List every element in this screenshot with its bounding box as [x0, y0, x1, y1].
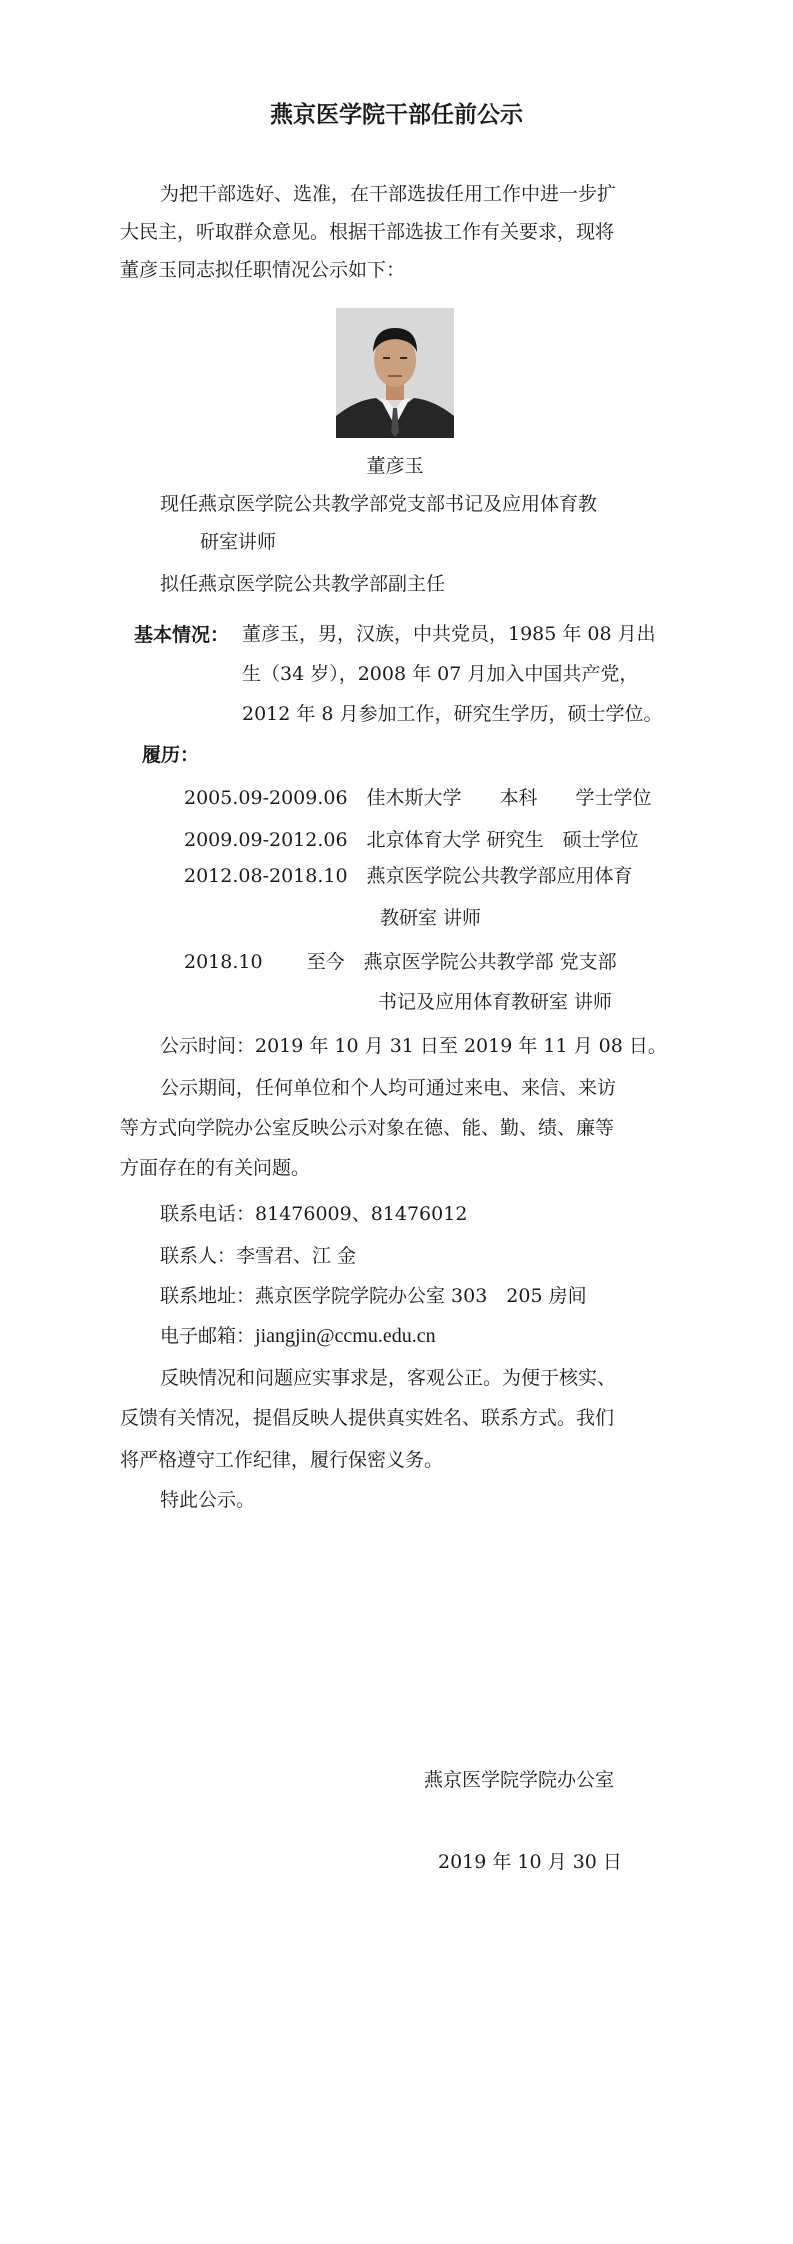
- note-line-2: 反馈有关情况，提倡反映人提供真实姓名、联系方式。我们: [120, 1407, 615, 1429]
- basic-info-line-3: 2012 年 8 月参加工作，研究生学历，硕士学位。: [242, 703, 663, 725]
- intro-line-2: 大民主，听取群众意见。根据干部选拔工作有关要求，现将: [120, 221, 615, 243]
- resume-row-4-cont: 书记及应用体育教研室 讲师: [378, 991, 613, 1013]
- proposed-position: 拟任燕京医学院公共教学部副主任: [160, 573, 446, 595]
- email-address[interactable]: jiangjin@ccmu.edu.cn: [255, 1325, 436, 1347]
- portrait-photo: [336, 308, 454, 438]
- resume-row-4: 2018.10 至今 燕京医学院公共教学部 党支部: [184, 951, 617, 973]
- resume-row-2: 2009.09-2012.06 北京体育大学 研究生 硕士学位: [184, 829, 639, 851]
- contact-person: 联系人：李雪君、江 金: [160, 1245, 357, 1267]
- notice-period-line-2: 等方式向学院办公室反映公示对象在德、能、勤、绩、廉等: [120, 1117, 615, 1139]
- basic-info-line-1: 董彦玉，男，汉族，中共党员，1985 年 08 月出: [242, 623, 656, 645]
- contact-email-row: [160, 1322, 436, 1350]
- basic-info-line-2: 生（34 岁），2008 年 07 月加入中国共产党，: [242, 663, 639, 685]
- basic-info-label: 基本情况：: [134, 624, 230, 646]
- intro-line-1: 为把干部选好、选准，在干部选拔任用工作中进一步扩: [160, 183, 617, 205]
- email-label: 电子邮箱：: [160, 1325, 256, 1347]
- note-line-1: 反映情况和问题应实事求是，客观公正。为便于核实、: [160, 1367, 617, 1389]
- notice-period-line-1: 公示期间，任何单位和个人均可通过来电、来信、来访: [160, 1077, 617, 1099]
- signature-date: 2019 年 10 月 30 日: [438, 1851, 622, 1873]
- contact-phone: 联系电话：81476009、81476012: [160, 1203, 468, 1225]
- current-position-line-2: 研室讲师: [200, 531, 277, 553]
- page-title: 燕京医学院干部任前公示: [270, 102, 523, 128]
- closing-text: 特此公示。: [160, 1489, 256, 1511]
- resume-row-3: 2012.08-2018.10 燕京医学院公共教学部应用体育: [184, 865, 633, 887]
- intro-line-3: 董彦玉同志拟任职情况公示如下：: [120, 259, 406, 281]
- resume-label: 履历：: [142, 744, 200, 766]
- notice-period-line-3: 方面存在的有关问题。: [120, 1157, 311, 1179]
- portrait-image: [336, 308, 454, 438]
- notice-time: 公示时间：2019 年 10 月 31 日至 2019 年 11 月 08 日。: [160, 1035, 667, 1057]
- resume-row-1: 2005.09-2009.06 佳木斯大学 本科 学士学位: [184, 787, 652, 809]
- resume-row-3-cont: 教研室 讲师: [380, 907, 482, 929]
- current-position-line-1: 现任燕京医学院公共教学部党支部书记及应用体育教: [160, 493, 598, 515]
- note-line-3: 将严格遵守工作纪律，履行保密义务。: [120, 1449, 444, 1471]
- contact-address: 联系地址：燕京医学院学院办公室 303 205 房间: [160, 1285, 587, 1307]
- signature-organization: 燕京医学院学院办公室: [424, 1769, 615, 1791]
- person-name: 董彦玉: [366, 455, 424, 477]
